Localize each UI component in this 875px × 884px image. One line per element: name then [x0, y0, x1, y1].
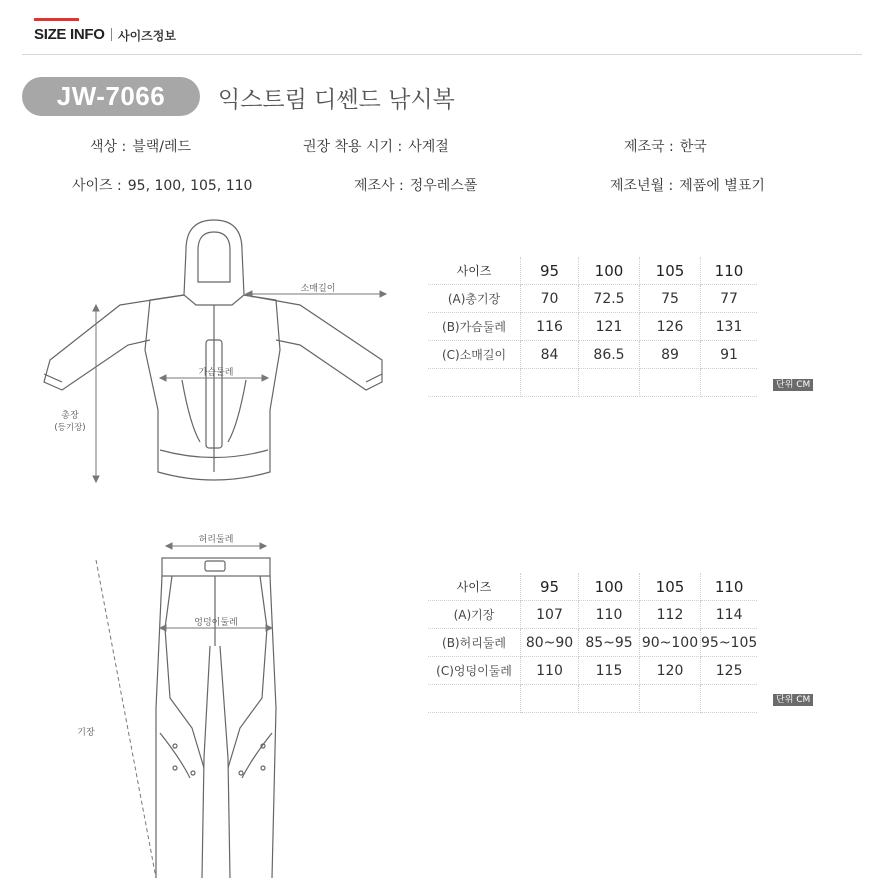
jacket-left-sleeve	[44, 295, 184, 390]
table-row	[428, 313, 757, 341]
info-color	[90, 136, 191, 156]
total-length-label: 총장	[61, 411, 79, 421]
jacket-diagram	[0, 210, 420, 500]
pants-length-label: 기장	[77, 728, 95, 738]
pants-diagram	[0, 528, 420, 880]
table-cell: 112	[640, 601, 701, 629]
pants-size-table	[428, 573, 757, 713]
info-date-value: 제품에 별표기	[679, 178, 765, 194]
table-row	[428, 657, 757, 685]
pants-right-leg	[270, 576, 276, 878]
jacket-hood	[184, 220, 244, 305]
table-row	[428, 601, 757, 629]
chest-label: 가슴둘레	[198, 368, 234, 378]
table-header-cell: 95	[521, 573, 579, 601]
table-cell: 90~100	[640, 629, 701, 657]
table-header-cell: 100	[579, 257, 640, 285]
table-cell: (C)소매길이	[428, 341, 521, 369]
table-header-row	[428, 573, 757, 601]
table-header-cell: 사이즈	[428, 573, 521, 601]
table-cell: 95~105	[701, 629, 758, 657]
table-cell: 80~90	[521, 629, 579, 657]
info-maker-value: 정우레스폴	[409, 178, 478, 194]
table-header-cell: 110	[701, 573, 758, 601]
table-row	[428, 369, 757, 397]
pants-left-leg	[156, 576, 162, 878]
table-header-cell: 110	[701, 257, 758, 285]
table-header-cell: 100	[579, 573, 640, 601]
info-sizes-label: 사이즈 :	[72, 178, 122, 194]
table-header-cell: 사이즈	[428, 257, 521, 285]
jacket-right-sleeve	[244, 295, 382, 390]
info-date-label: 제조년월 :	[610, 178, 674, 194]
jacket-size-table	[428, 257, 757, 397]
table-row	[428, 629, 757, 657]
table-cell: 121	[579, 313, 640, 341]
table-cell: 131	[701, 313, 758, 341]
info-maker-label: 제조사 :	[354, 178, 404, 194]
table-row	[428, 685, 757, 713]
table-header-cell: 95	[521, 257, 579, 285]
table-cell: (B)허리둘레	[428, 629, 521, 657]
table-cell: (B)가슴둘레	[428, 313, 521, 341]
product-name: 익스트림 디쎈드 낚시복	[218, 87, 455, 113]
model-badge: JW-7066	[22, 77, 200, 116]
table-cell: 120	[640, 657, 701, 685]
table-row	[428, 285, 757, 313]
info-season	[303, 136, 449, 156]
table-cell: (C)엉덩이둘레	[428, 657, 521, 685]
table-cell: 110	[579, 601, 640, 629]
table-cell: 125	[701, 657, 758, 685]
table-header-cell: 105	[640, 257, 701, 285]
pants-unit-badge: 단위 CM	[773, 694, 813, 706]
table-row	[428, 341, 757, 369]
info-color-label: 색상 :	[90, 139, 127, 155]
waist-label: 허리둘레	[198, 535, 234, 545]
table-cell: 89	[640, 341, 701, 369]
table-cell: 91	[701, 341, 758, 369]
table-cell: 70	[521, 285, 579, 313]
header-rule	[22, 54, 862, 55]
table-cell: 75	[640, 285, 701, 313]
table-cell: 116	[521, 313, 579, 341]
info-season-label: 권장 착용 시기 :	[303, 139, 403, 155]
table-cell: (A)기장	[428, 601, 521, 629]
table-cell: 107	[521, 601, 579, 629]
table-header-row	[428, 257, 757, 285]
table-header-cell: 105	[640, 573, 701, 601]
table-cell: 84	[521, 341, 579, 369]
header-accent-bar	[34, 18, 79, 21]
table-cell: 86.5	[579, 341, 640, 369]
table-cell: (A)총기장	[428, 285, 521, 313]
table-cell: 72.5	[579, 285, 640, 313]
section-subtitle: 사이즈정보	[118, 29, 176, 43]
table-cell: 115	[579, 657, 640, 685]
table-cell: 77	[701, 285, 758, 313]
info-origin-label: 제조국 :	[624, 139, 674, 155]
hip-label: 엉덩이둘레	[194, 618, 238, 628]
info-season-value: 사계절	[408, 139, 449, 155]
info-sizes-value: 95, 100, 105, 110	[127, 178, 253, 194]
table-cell: 126	[640, 313, 701, 341]
jacket-unit-badge: 단위 CM	[773, 379, 813, 391]
info-origin	[624, 136, 707, 156]
info-maker	[354, 175, 477, 195]
table-cell: 114	[701, 601, 758, 629]
section-title: SIZE INFO	[34, 26, 105, 43]
info-origin-value: 한국	[679, 139, 707, 155]
table-cell: 85~95	[579, 629, 640, 657]
sleeve-length-label: 소매길이	[300, 284, 336, 294]
info-color-value: 블랙/레드	[132, 139, 192, 155]
info-sizes	[72, 175, 252, 195]
title-divider	[111, 28, 112, 41]
table-cell: 110	[521, 657, 579, 685]
info-date	[610, 175, 765, 195]
total-length-sublabel: (등기장)	[54, 423, 86, 433]
